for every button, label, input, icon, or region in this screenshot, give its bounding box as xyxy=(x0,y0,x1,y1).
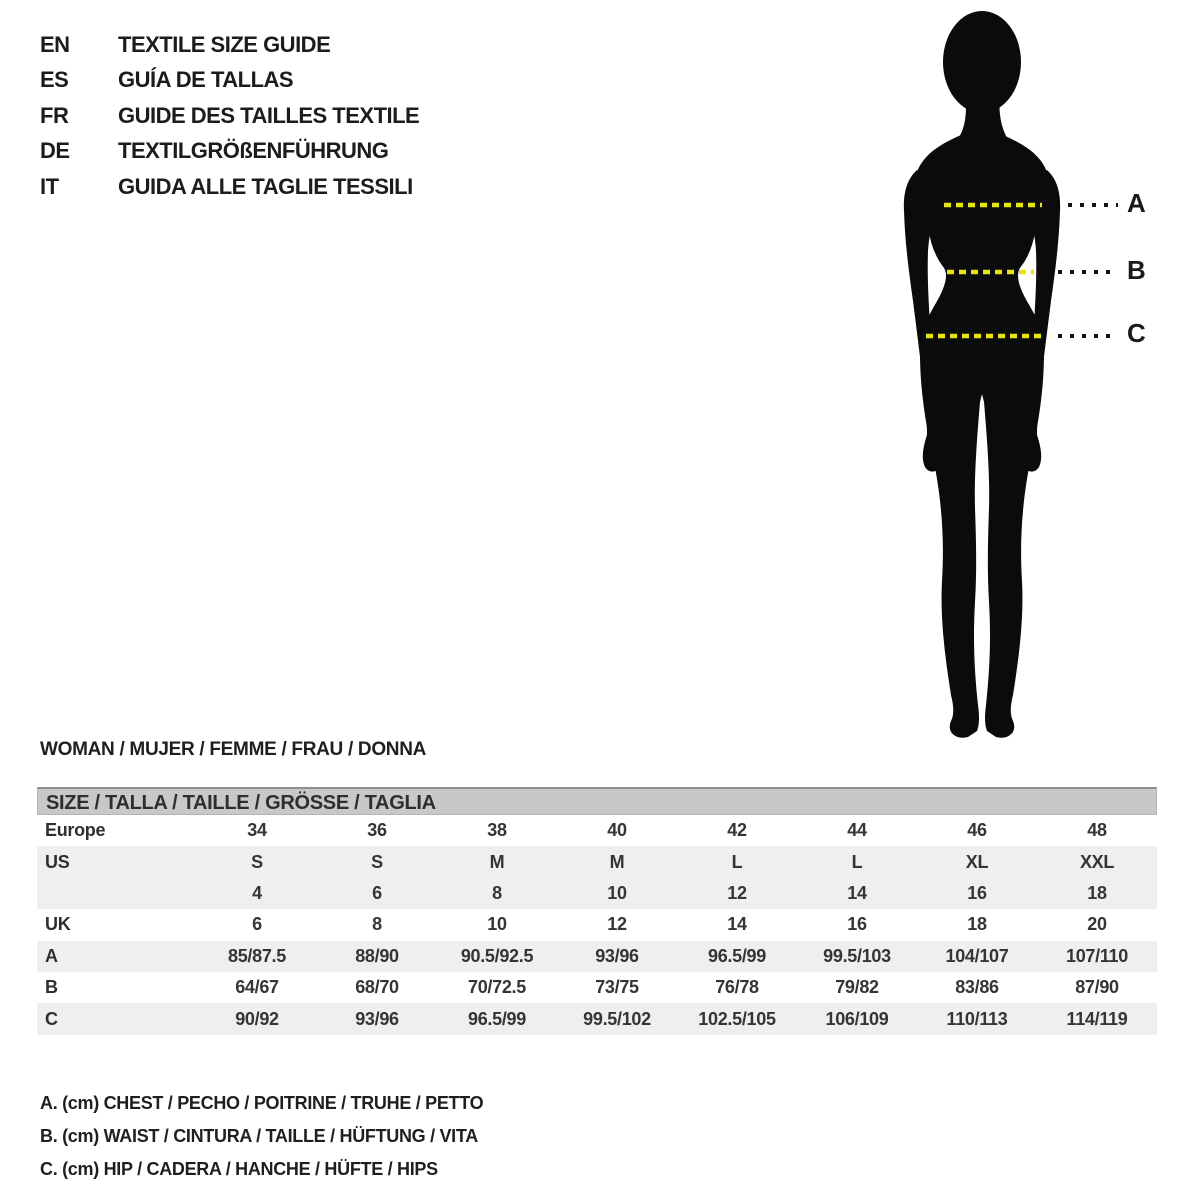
table-cell: 48 xyxy=(1087,820,1107,841)
silhouette-body xyxy=(904,11,1060,738)
size-table-header: SIZE / TALLA / TAILLE / GRÖSSE / TAGLIA xyxy=(37,787,1157,815)
size-table xyxy=(37,787,1157,1035)
row-label: UK xyxy=(45,914,71,935)
table-row xyxy=(37,846,1157,877)
table-cell: 12 xyxy=(727,882,747,903)
language-label: TEXTILE SIZE GUIDE xyxy=(118,31,331,57)
table-cell: 87/90 xyxy=(1075,977,1119,998)
language-code: DE xyxy=(40,138,70,164)
table-cell: 85/87.5 xyxy=(228,945,286,966)
table-row xyxy=(37,878,1157,909)
table-cell: XXL xyxy=(1079,851,1115,872)
table-cell: 104/107 xyxy=(945,945,1009,966)
table-cell: 110/113 xyxy=(946,1008,1008,1029)
table-cell: 34 xyxy=(247,820,267,841)
table-row xyxy=(37,1003,1157,1034)
language-label: TEXTILGRÖßENFÜHRUNG xyxy=(118,138,389,164)
table-cell: 46 xyxy=(967,820,987,841)
table-cell: 68/70 xyxy=(355,977,399,998)
language-label: GUIDA ALLE TAGLIE TESSILI xyxy=(118,173,413,199)
row-label: US xyxy=(45,851,70,872)
table-cell: 107/110 xyxy=(1066,945,1128,966)
table-cell: 73/75 xyxy=(595,977,639,998)
table-cell: 14 xyxy=(847,882,867,903)
table-cell: 106/109 xyxy=(825,1008,889,1029)
table-row xyxy=(37,941,1157,972)
table-cell: 99.5/103 xyxy=(823,945,891,966)
table-cell: 4 xyxy=(252,882,262,903)
table-cell: 70/72.5 xyxy=(468,977,526,998)
legend-line: A. (cm) CHEST / PECHO / POITRINE / TRUHE / PETTO xyxy=(40,1093,484,1113)
section-title: WOMAN / MUJER / FEMME / FRAU / DONNA xyxy=(40,739,427,760)
marker-label-a: A xyxy=(1127,188,1146,218)
table-cell: 102.5/105 xyxy=(698,1008,776,1029)
table-cell: 88/90 xyxy=(355,945,399,966)
table-cell: 90.5/92.5 xyxy=(460,945,534,966)
table-cell: 18 xyxy=(1087,882,1107,903)
table-cell: 93/96 xyxy=(595,945,639,966)
table-cell: L xyxy=(731,851,743,872)
table-cell: XL xyxy=(965,851,989,872)
row-label: C xyxy=(45,1008,58,1029)
table-cell: 42 xyxy=(727,820,747,841)
table-cell: 16 xyxy=(847,914,867,935)
table-cell: 96.5/99 xyxy=(708,945,766,966)
legend-line: B. (cm) WAIST / CINTURA / TAILLE / HÜFTUNG / VITA xyxy=(40,1126,478,1146)
table-cell: 79/82 xyxy=(835,977,879,998)
language-row xyxy=(40,98,419,134)
table-row xyxy=(37,972,1157,1003)
language-label: GUÍA DE TALLAS xyxy=(118,67,294,93)
row-label: A xyxy=(45,945,58,966)
table-cell: 44 xyxy=(847,820,867,841)
woman-silhouette xyxy=(880,0,1125,745)
table-cell: 10 xyxy=(487,914,507,935)
table-cell: 6 xyxy=(372,882,382,903)
table-cell: 12 xyxy=(607,914,627,935)
table-cell: 93/96 xyxy=(355,1008,399,1029)
table-cell: 16 xyxy=(967,882,987,903)
table-cell: 14 xyxy=(727,914,747,935)
table-cell: 114/119 xyxy=(1066,1008,1128,1029)
table-cell: 90/92 xyxy=(235,1008,279,1029)
language-row xyxy=(40,134,419,170)
measurement-legend xyxy=(40,1087,483,1186)
language-code: EN xyxy=(40,31,70,57)
language-list xyxy=(40,27,419,205)
table-cell: 18 xyxy=(967,914,987,935)
table-cell: 96.5/99 xyxy=(468,1008,526,1029)
table-cell: 38 xyxy=(487,820,507,841)
language-label: GUIDE DES TAILLES TEXTILE xyxy=(118,102,420,128)
table-cell: 8 xyxy=(492,882,502,903)
table-cell: S xyxy=(371,851,383,872)
language-code: IT xyxy=(40,173,59,199)
table-cell: M xyxy=(609,851,625,872)
table-cell: 40 xyxy=(607,820,627,841)
table-cell: 76/78 xyxy=(715,977,759,998)
table-cell: 64/67 xyxy=(235,977,279,998)
marker-label-c: C xyxy=(1127,318,1146,348)
table-cell: 99.5/102 xyxy=(583,1008,651,1029)
row-label: Europe xyxy=(45,820,106,841)
size-table-body xyxy=(37,815,1157,1035)
language-code: ES xyxy=(40,67,69,93)
table-cell: 83/86 xyxy=(955,977,999,998)
row-label: B xyxy=(45,977,58,998)
language-code: FR xyxy=(40,102,69,128)
table-row xyxy=(37,909,1157,940)
table-cell: 6 xyxy=(252,914,262,935)
language-row xyxy=(40,169,419,205)
table-cell: 36 xyxy=(367,820,387,841)
table-cell: L xyxy=(851,851,863,872)
table-cell: 10 xyxy=(607,882,627,903)
language-row xyxy=(40,63,419,99)
table-row xyxy=(37,815,1157,846)
legend-line: C. (cm) HIP / CADERA / HANCHE / HÜFTE / HIPS xyxy=(40,1159,438,1179)
marker-label-b: B xyxy=(1127,255,1146,285)
table-cell: 8 xyxy=(372,914,382,935)
language-row xyxy=(40,27,419,63)
table-cell: S xyxy=(251,851,263,872)
table-cell: M xyxy=(489,851,505,872)
table-cell: 20 xyxy=(1087,914,1107,935)
